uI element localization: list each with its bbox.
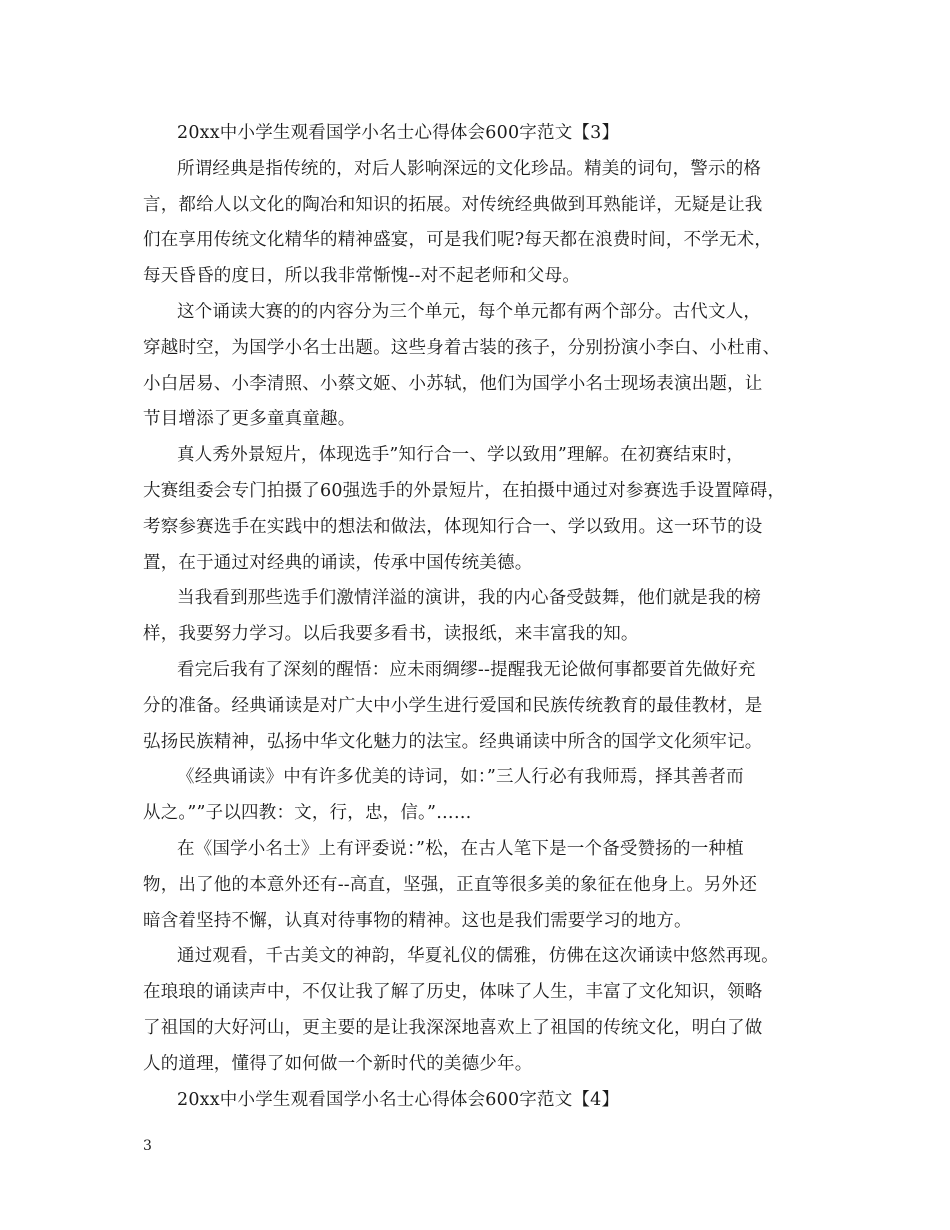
paragraph-line: 每天昏昏的度日，所以我非常惭愧--对不起老师和父母。 [143,266,581,287]
paragraph-line: 弘扬民族精神，弘扬中华文化魅力的法宝。经典诵读中所含的国学文化须牢记。 [143,731,763,752]
paragraph-line: 分的准备。经典诵读是对广大中小学生进行爱国和民族传统教育的最佳教材，是 [143,695,763,716]
paragraph-line: 了祖国的大好河山，更主要的是让我深深地喜欢上了祖国的传统文化，明白了做 [143,1017,763,1038]
paragraph-line: 《经典诵读》中有许多优美的诗词，如：”三人行必有我师焉，择其善者而 [177,767,744,788]
paragraph-line: 穿越时空，为国学小名士出题。这些身着古装的孩子，分别扮演小李白、小杜甫、 [143,337,781,358]
paragraph-line: 真人秀外景短片，体现选手”知行合一、学以致用”理解。在初赛结束时， [177,445,744,466]
paragraph-line: 节目增添了更多童真童趣。 [143,409,356,430]
paragraph-line: 当我看到那些选手们激情洋溢的演讲，我的内心备受鼓舞，他们就是我的榜 [177,588,762,609]
paragraph-line: 们在享用传统文化精华的精神盛宴，可是我们呢?每天都在浪费时间，不学无术， [143,230,773,251]
section-heading: 20xx中小学生观看国学小名士心得体会600字范文【3】 [177,123,620,143]
page-number: 3 [143,1138,152,1154]
section-heading: 20xx中小学生观看国学小名士心得体会600字范文【4】 [177,1089,620,1110]
paragraph-line: 通过观看，千古美文的神韵，华夏礼仪的儒雅，仿佛在这次诵读中悠然再现。 [177,946,779,967]
paragraph-line: 在《国学小名士》上有评委说：”松，在古人笔下是一个备受赞扬的一种植 [177,838,744,859]
paragraph-line: 在琅琅的诵读声中，不仅让我了解了历史，体味了人生，丰富了文化知识，领略 [143,982,763,1003]
paragraph-line: 这个诵读大赛的的内容分为三个单元，每个单元都有两个部分。古代文人， [177,301,762,322]
paragraph-line: 言，都给人以文化的陶冶和知识的拓展。对传统经典做到耳熟能详，无疑是让我 [143,194,763,215]
paragraph-line: 看完后我有了深刻的醒悟：应未雨绸缪--提醒我无论做何事都要首先做好充 [177,659,756,680]
paragraph-line: 所谓经典是指传统的，对后人影响深远的文化珍品。精美的词句，警示的格 [177,158,762,179]
paragraph-line: 物，出了他的本意外还有--高直，坚强，正直等很多美的象征在他身上。另外还 [143,874,758,895]
paragraph-line: 从之。””子以四教：文，行，忠，信。”…… [143,803,472,824]
paragraph-line: 考察参赛选手在实践中的想法和做法，体现知行合一、学以致用。这一环节的设 [143,516,763,537]
paragraph-line: 样，我要努力学习。以后我要多看书，读报纸，来丰富我的知。 [143,624,639,645]
paragraph-line: 置，在于通过对经典的诵读，传承中国传统美德。 [143,552,533,573]
document-body [143,116,823,1118]
paragraph-line: 人的道理，懂得了如何做一个新时代的美德少年。 [143,1053,533,1074]
paragraph-line: 暗含着坚持不懈，认真对待事物的精神。这也是我们需要学习的地方。 [143,910,692,931]
paragraph-line: 小白居易、小李清照、小蔡文姬、小苏轼，他们为国学小名士现场表演出题，让 [143,373,763,394]
paragraph-line: 大赛组委会专门拍摄了60强选手的外景短片，在拍摄中通过对参赛选手设置障碍， [143,480,786,501]
